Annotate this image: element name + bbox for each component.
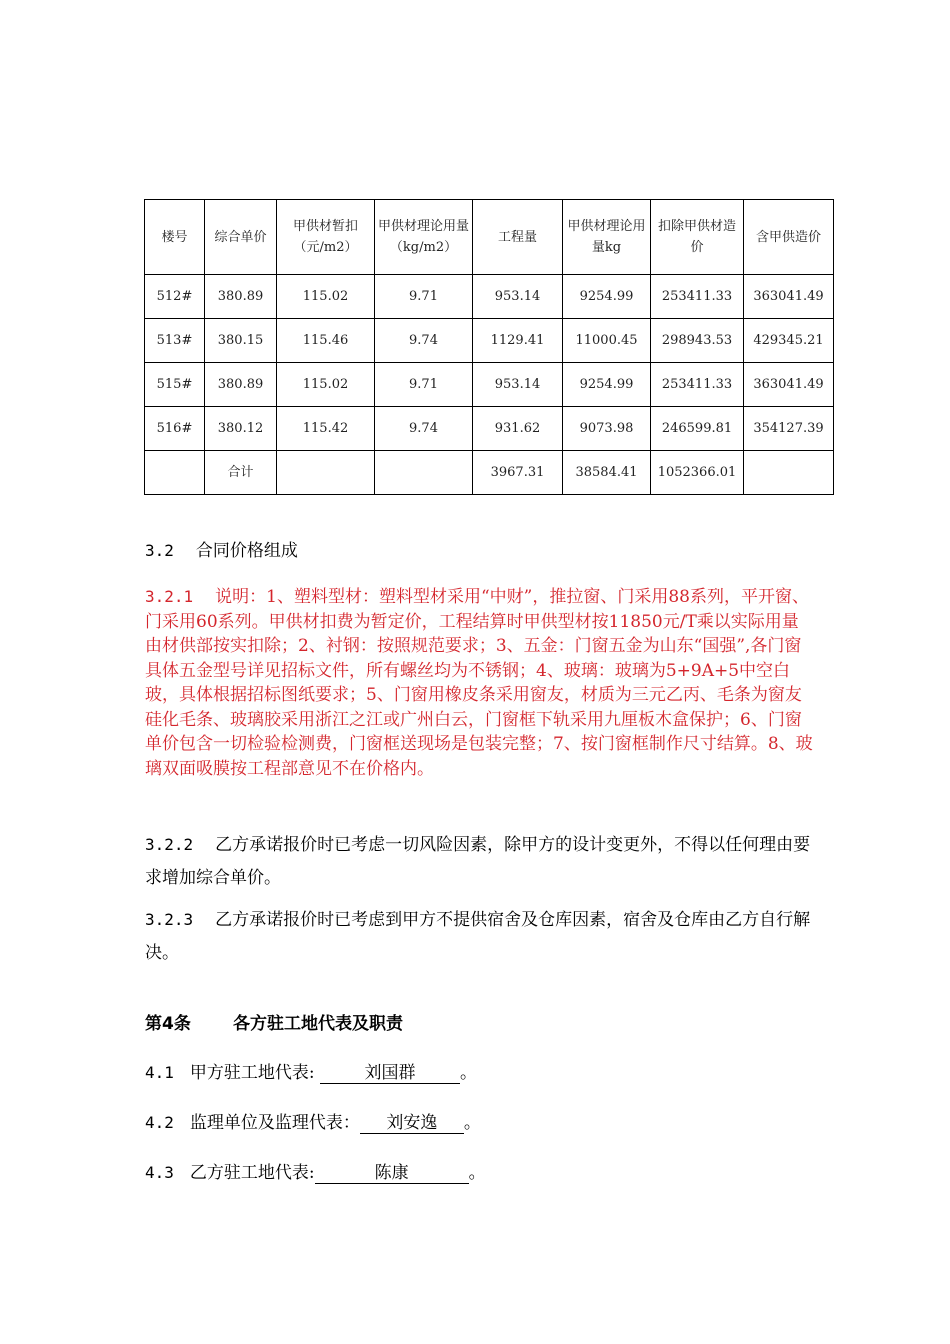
table-cell xyxy=(375,451,473,495)
table-cell: 298943.53 xyxy=(651,319,744,363)
table-cell: 115.02 xyxy=(277,363,375,407)
item-4-2 xyxy=(145,1108,815,1134)
table-cell: 9.71 xyxy=(375,363,473,407)
clause-text: 乙方承诺报价时已考虑一切风险因素，除甲方的设计变更外，不得以任何理由要求增加综合单价。 xyxy=(145,835,811,888)
item-4-3 xyxy=(145,1158,815,1184)
table-cell: 429345.21 xyxy=(744,319,834,363)
header-cost-excluding: 扣除甲供材造价 xyxy=(651,200,744,275)
item-label: 甲方驻工地代表: xyxy=(189,1063,315,1083)
table-cell: 9254.99 xyxy=(563,363,651,407)
table-cell: 38584.41 xyxy=(563,451,651,495)
table-cell: 253411.33 xyxy=(651,363,744,407)
item-end: 。 xyxy=(468,1163,486,1183)
clause-3-2-3 xyxy=(145,903,815,970)
table-cell: 953.14 xyxy=(473,275,563,319)
table-cell: 9254.99 xyxy=(563,275,651,319)
table-cell: 380.12 xyxy=(205,407,277,451)
table-cell: 354127.39 xyxy=(744,407,834,451)
clause-text: 说明：1、塑料型材：塑料型材采用“中财”，推拉窗、门采用88系列，平开窗、门采用60系列。甲供材扣费为暂定价，工程结算时甲供型材按11850元/T乘以实际用量由材供部按实扣除；2、衬钢：按照规范要求；3、五金：门窗五金为山东“国强”,各门窗具体五金型号详见招标文件，所有螺丝均为不锈钢；4、玻璃：玻璃为5+9A+5中空白玻，具体根据招标图纸要求；5、门窗用橡皮条采用窗友，材质为三元乙丙、毛条为窗友硅化毛条、玻璃胶采用浙江之江或广州白云，门窗框下轨采用九厘板木盒保护；6、门窗单价包含一切检验检测费，门窗框送现场是包装完整；7、按门窗框制作尺寸结算。8、玻璃双面吸膜按工程部意见不在价格内。 xyxy=(145,587,813,779)
clause-number: 3.2.3 xyxy=(145,910,194,929)
item-number: 4.2 xyxy=(145,1113,174,1132)
representative-name: 刘国群 xyxy=(320,1063,460,1084)
table-cell: 363041.49 xyxy=(744,363,834,407)
section-number: 3.2 xyxy=(145,541,174,560)
article-4-heading xyxy=(145,1009,815,1034)
table-cell xyxy=(145,451,205,495)
clause-text: 乙方承诺报价时已考虑到甲方不提供宿舍及仓库因素，宿舍及仓库由乙方自行解决。 xyxy=(145,910,811,963)
header-unit-price: 综合单价 xyxy=(205,200,277,275)
article-title: 各方驻工地代表及职责 xyxy=(233,1014,403,1034)
section-3-2-heading xyxy=(145,536,815,561)
header-material-usage-rate: 甲供材理论用量（kg/m2） xyxy=(375,200,473,275)
header-material-deduction: 甲供材暂扣（元/m2） xyxy=(277,200,375,275)
table-cell: 253411.33 xyxy=(651,275,744,319)
clause-number: 3.2.1 xyxy=(145,587,194,606)
item-4-1 xyxy=(145,1058,815,1084)
article-number: 第4条 xyxy=(145,1014,191,1034)
item-end: 。 xyxy=(463,1113,481,1133)
table-cell: 115.42 xyxy=(277,407,375,451)
table-cell: 380.89 xyxy=(205,363,277,407)
clause-3-2-2 xyxy=(145,828,815,895)
table-cell xyxy=(277,451,375,495)
table-row xyxy=(145,275,834,319)
table-cell: 115.46 xyxy=(277,319,375,363)
table-cell: 9.74 xyxy=(375,407,473,451)
table-cell: 363041.49 xyxy=(744,275,834,319)
table-cell xyxy=(744,451,834,495)
table-header-row xyxy=(145,200,834,275)
table-row xyxy=(145,363,834,407)
table-total-row xyxy=(145,451,834,495)
table-cell: 512# xyxy=(145,275,205,319)
table-cell: 516# xyxy=(145,407,205,451)
table-cell: 380.15 xyxy=(205,319,277,363)
table-cell: 953.14 xyxy=(473,363,563,407)
table-cell: 931.62 xyxy=(473,407,563,451)
table-row xyxy=(145,319,834,363)
table-cell: 合计 xyxy=(205,451,277,495)
item-number: 4.3 xyxy=(145,1163,174,1182)
header-material-usage-kg: 甲供材理论用量kg xyxy=(563,200,651,275)
supervisor-name: 刘安逸 xyxy=(360,1113,464,1134)
table-cell: 515# xyxy=(145,363,205,407)
table-cell: 115.02 xyxy=(277,275,375,319)
table-cell: 380.89 xyxy=(205,275,277,319)
header-cost-including: 含甲供造价 xyxy=(744,200,834,275)
table-cell: 513# xyxy=(145,319,205,363)
header-quantity: 工程量 xyxy=(473,200,563,275)
clause-number: 3.2.2 xyxy=(145,835,194,854)
item-end: 。 xyxy=(460,1063,478,1083)
table-cell: 9073.98 xyxy=(563,407,651,451)
item-label: 监理单位及监理代表： xyxy=(189,1113,360,1133)
cost-table xyxy=(144,199,834,495)
table-cell: 3967.31 xyxy=(473,451,563,495)
item-number: 4.1 xyxy=(145,1063,174,1082)
item-label: 乙方驻工地代表: xyxy=(189,1163,315,1183)
table-cell: 9.74 xyxy=(375,319,473,363)
table-cell: 9.71 xyxy=(375,275,473,319)
clause-3-2-1 xyxy=(145,585,815,781)
table-cell: 1052366.01 xyxy=(651,451,744,495)
table-cell: 11000.45 xyxy=(563,319,651,363)
table-row xyxy=(145,407,834,451)
contractor-representative-name: 陈康 xyxy=(315,1163,469,1184)
table-cell: 1129.41 xyxy=(473,319,563,363)
section-title: 合同价格组成 xyxy=(195,541,298,561)
table-cell: 246599.81 xyxy=(651,407,744,451)
header-building: 楼号 xyxy=(145,200,205,275)
